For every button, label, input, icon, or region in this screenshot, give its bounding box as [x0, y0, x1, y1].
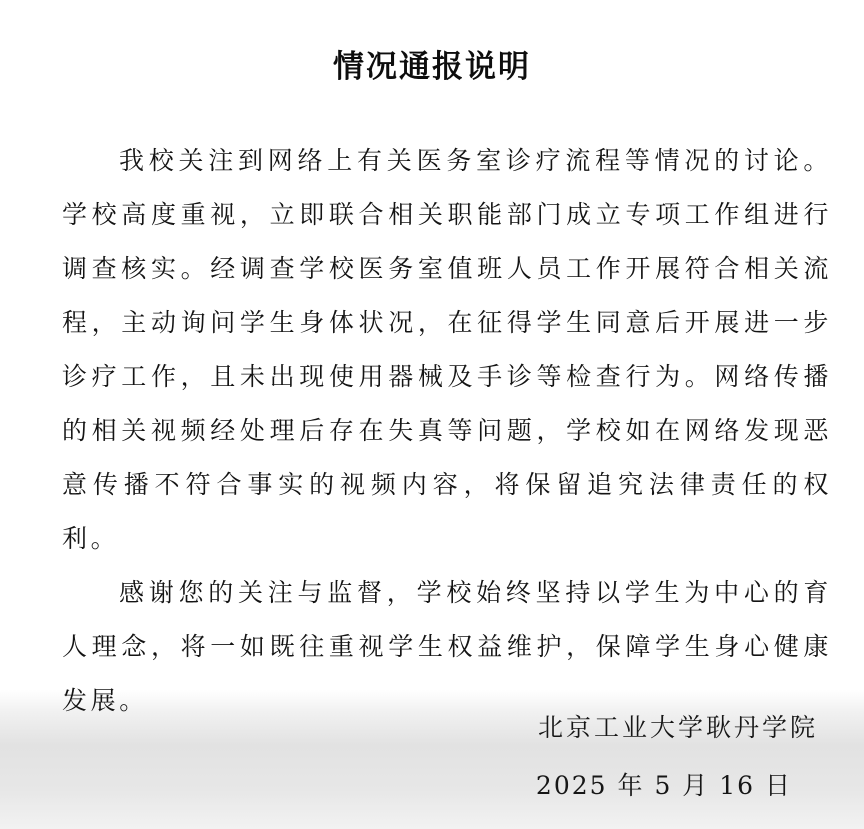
notice-body: [62, 134, 832, 728]
signature-date: 2025 年 5 月 16 日: [535, 771, 792, 800]
notice-title: 情况通报说明: [333, 49, 531, 85]
body-paragraph-2: 感谢您的关注与监督，学校始终坚持以学生为中心的育人理念，将一如既往重视学生权益维护，保障学生身心健康发展。: [62, 578, 832, 715]
body-paragraph-1: 我校关注到网络上有关医务室诊疗流程等情况的讨论。学校高度重视，立即联合相关职能部门成立专项工作组进行调查核实。经调查学校医务室值班人员工作开展符合相关流程，主动询问学生身体状况，在征得学生同意后开展进一步诊疗工作，且未出现使用器械及手诊等检查行为。网络传播的相关视频经处理后存在失真等问题，学校如在网络发现恶意传播不符合事实的视频内容，将保留追究法律责任的权利。: [62, 146, 832, 553]
signature-organization: 北京工业大学耿丹学院: [537, 713, 818, 742]
